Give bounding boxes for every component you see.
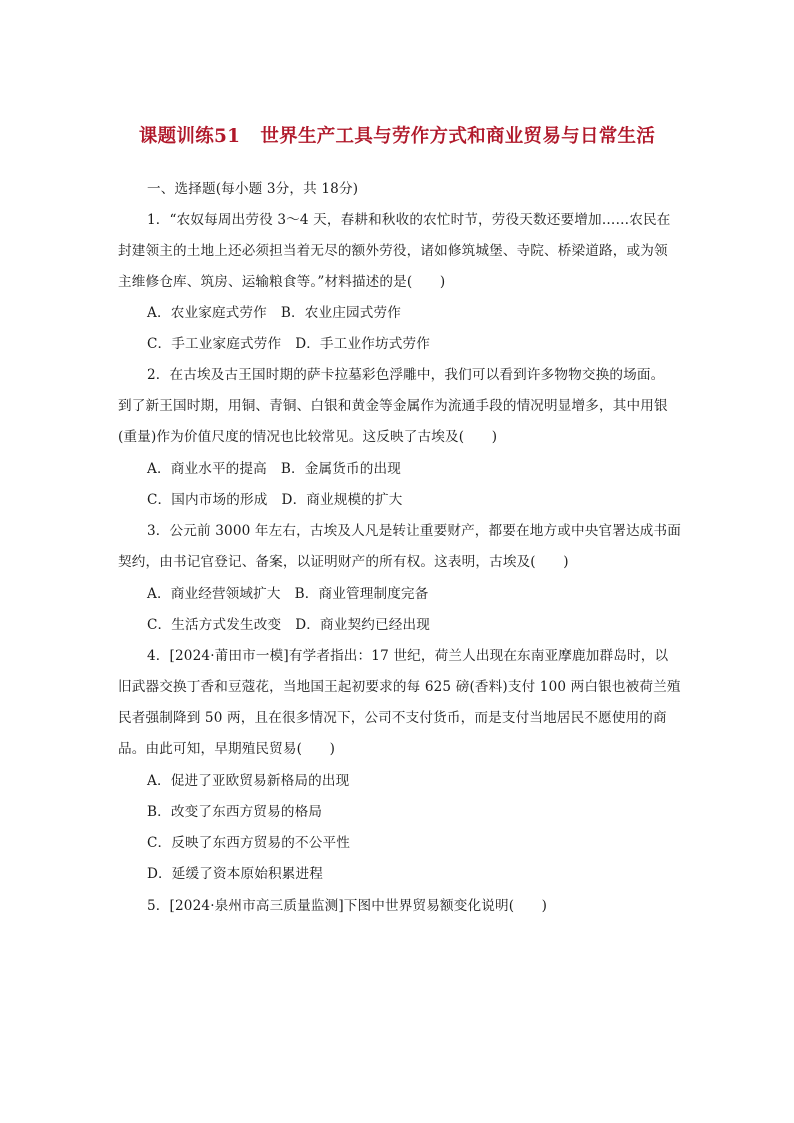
question-1-options-row-1 <box>147 304 401 322</box>
question-1-options-row-2 <box>147 335 430 353</box>
section-heading: 一、选择题(每小题 3分，共 18分) <box>147 181 359 197</box>
question-2-options-row-2 <box>147 491 403 509</box>
question-2-option-a[interactable]: A．商业水平的提高 <box>147 461 267 477</box>
question-4-option-c[interactable]: C．反映了东西方贸易的不公平性 <box>147 835 350 851</box>
question-4-option-a[interactable]: A．促进了亚欧贸易新格局的出现 <box>147 773 350 789</box>
question-2-line-3: (重量)作为价值尺度的情况也比较常见。这反映了古埃及( ) <box>118 429 498 445</box>
question-2-line-2: 到了新王国时期，用铜、青铜、白银和黄金等金属作为流通手段的情况明显增多，其中用银 <box>118 398 668 414</box>
question-1-option-c[interactable]: C．手工业家庭式劳作 <box>147 336 282 352</box>
question-4-option-b[interactable]: B．改变了东西方贸易的格局 <box>147 804 323 820</box>
question-2-options-row-1 <box>147 460 401 478</box>
question-2-option-c[interactable]: C．国内市场的形成 <box>147 492 268 508</box>
question-1-line-1: 1．“农奴每周出劳役 3～4 天，春耕和秋收的农忙时节，劳役天数还要增加……农民在 <box>147 212 671 228</box>
question-1-line-3: 主维修仓库、筑房、运输粮食等。”材料描述的是( ) <box>118 274 446 290</box>
question-1-line-2: 封建领主的土地上还必须担当着无尽的额外劳役，诸如修筑城堡、寺院、桥梁道路，或为领 <box>118 243 668 259</box>
question-1-option-d[interactable]: D．手工业作坊式劳作 <box>295 336 430 352</box>
question-4-line-2: 旧武器交换丁香和豆蔻花，当地国王起初要求的每 625 磅(香料)支付 100 两白银也被荷兰殖 <box>118 679 681 695</box>
question-1-option-a[interactable]: A．农业家庭式劳作 <box>147 305 267 321</box>
question-3-options-row-1 <box>147 585 429 603</box>
question-1-option-b[interactable]: B．农业庄园式劳作 <box>280 305 402 321</box>
page-title <box>0 122 794 148</box>
question-3-option-c[interactable]: C．生活方式发生改变 <box>147 617 282 633</box>
question-3-option-a[interactable]: A．商业经营领域扩大 <box>147 586 281 602</box>
question-4-line-1: 4．[2024·莆田市一模]有学者指出：17 世纪，荷兰人出现在东南亚摩鹿加群岛时，以 <box>147 648 669 664</box>
question-4-option-d[interactable]: D．延缓了资本原始积累进程 <box>147 866 323 882</box>
question-2-option-b[interactable]: B．金属货币的出现 <box>280 461 402 477</box>
title-text: 世界生产工具与劳作方式和商业贸易与日常生活 <box>260 126 656 147</box>
question-5-line-1: 5．[2024·泉州市高三质量监测]下图中世界贸易额变化说明( ) <box>147 898 548 914</box>
question-2-option-d[interactable]: D．商业规模的扩大 <box>281 492 403 508</box>
question-3-line-2: 契约，由书记官登记、备案，以证明财产的所有权。这表明，古埃及( ) <box>118 554 569 570</box>
question-4-line-4: 品。由此可知，早期殖民贸易( ) <box>118 741 336 757</box>
question-3-options-row-2 <box>147 616 430 634</box>
question-3-option-b[interactable]: B．商业管理制度完备 <box>294 586 429 602</box>
question-3-line-1: 3．公元前 3000 年左右，古埃及人凡是转让重要财产，都要在地方或中央官署达成书面 <box>147 523 681 539</box>
title-prefix: 课题训练51 <box>138 126 241 147</box>
question-4-line-3: 民者强制降到 50 两，且在很多情况下，公司不支付货币，而是支付当地居民不愿使用的商 <box>118 710 667 726</box>
question-3-option-d[interactable]: D．商业契约已经出现 <box>295 617 430 633</box>
question-2-line-1: 2．在古埃及古王国时期的萨卡拉墓彩色浮雕中，我们可以看到许多物物交换的场面。 <box>147 367 665 383</box>
